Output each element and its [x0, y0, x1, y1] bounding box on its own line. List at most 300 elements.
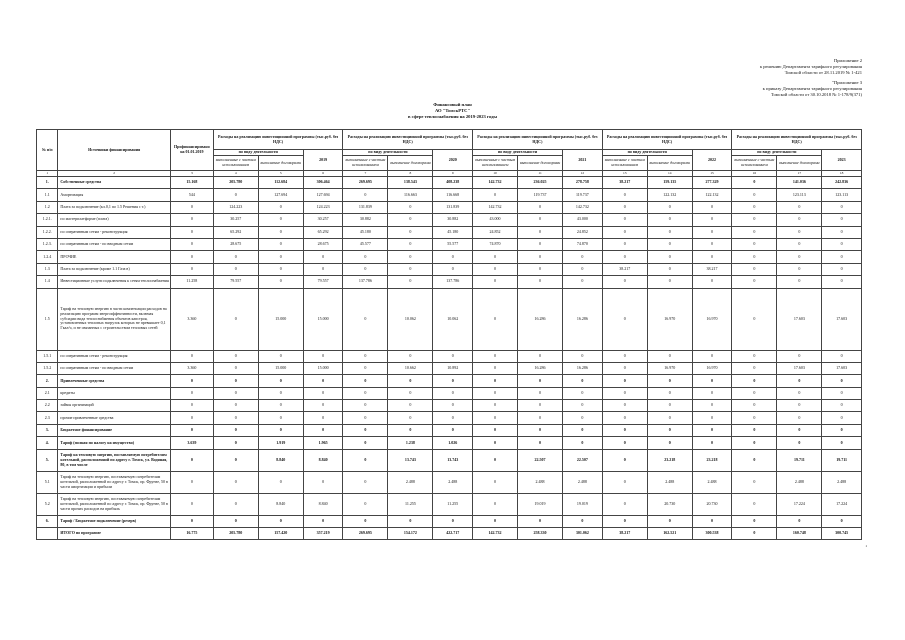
value-cell: 123.113 — [777, 189, 822, 201]
value-cell: 0 — [647, 375, 692, 387]
value-cell: 124.223 — [213, 201, 258, 213]
value-cell: 0 — [518, 375, 563, 387]
value-cell: 45.180 — [433, 226, 473, 238]
value-cell: 0 — [518, 424, 563, 436]
value-cell: 142.732 — [473, 177, 518, 189]
row-number: 1.2.4 — [37, 251, 58, 263]
row-number: 3. — [37, 424, 58, 436]
value-cell: 0 — [777, 238, 822, 250]
table-row — [37, 449, 862, 471]
value-cell: 0 — [647, 400, 692, 412]
value-cell: 112.684 — [258, 177, 303, 189]
value-cell: 0 — [213, 437, 258, 449]
value-cell: 16.970 — [647, 362, 692, 374]
value-cell: 28.675 — [213, 238, 258, 250]
value-cell: 17.603 — [822, 362, 862, 374]
value-cell: 0 — [473, 400, 518, 412]
value-cell: 0 — [213, 288, 258, 350]
value-cell: 0 — [647, 226, 692, 238]
row-label: по оперативным сетям - по вводным сетям — [58, 362, 171, 374]
value-cell: 306.464 — [303, 177, 343, 189]
value-cell: 1.965 — [303, 437, 343, 449]
value-cell: 269.695 — [343, 177, 388, 189]
value-cell: 13.743 — [433, 449, 473, 471]
value-cell: 0 — [433, 375, 473, 387]
value-cell: 0 — [602, 424, 647, 436]
row-number: 5.2 — [37, 493, 58, 515]
value-cell: 0 — [732, 350, 777, 362]
value-cell: 0 — [213, 251, 258, 263]
row-number: 1.1 — [37, 189, 58, 201]
value-cell: 0 — [692, 400, 732, 412]
row-label: Инвестиционные услуги подключения к сетям теплоснабжения — [58, 276, 171, 288]
value-cell: 119.737 — [563, 189, 603, 201]
value-cell: 0 — [732, 214, 777, 226]
row-label: Тариф на тепловую энергию, поставляемую потребителям котельной, расположенной по адресу г. Томск, пр. Фрунзе, 50 в части амортизации и прибыли — [58, 471, 171, 493]
value-cell: 0 — [433, 350, 473, 362]
index-cell: 8 — [388, 171, 433, 177]
value-cell: 0 — [777, 424, 822, 436]
value-cell: 131.839 — [343, 201, 388, 213]
value-cell: 0 — [170, 493, 213, 515]
index-cell: 2 — [58, 171, 171, 177]
row-label: Тариф на тепловую энергию, поставляемую потребителям котельной, расположенной по адресу г. Томск, ул. Водяная, 80, в том числе — [58, 449, 171, 471]
row-number: 1.2 — [37, 201, 58, 213]
value-cell: 0 — [602, 493, 647, 515]
value-cell: 0 — [822, 387, 862, 399]
value-cell: 10.892 — [433, 362, 473, 374]
value-cell: 15.000 — [258, 362, 303, 374]
value-cell: 2.488 — [388, 471, 433, 493]
row-number: 1. — [37, 177, 58, 189]
value-cell: 0 — [343, 400, 388, 412]
value-cell: 43.000 — [563, 214, 603, 226]
value-cell: 0 — [732, 263, 777, 275]
value-cell: 0 — [388, 238, 433, 250]
value-cell: 160.748 — [777, 528, 822, 540]
value-cell: 2.488 — [518, 471, 563, 493]
row-label: Плата за подключение (кл.0,1 по 1.5 Решения с т.) — [58, 201, 171, 213]
value-cell: 258.330 — [518, 528, 563, 540]
value-cell: 20.730 — [647, 493, 692, 515]
value-cell: 127.694 — [258, 189, 303, 201]
value-cell: 0 — [602, 449, 647, 471]
table-row — [37, 515, 862, 527]
value-cell: 269.695 — [343, 528, 388, 540]
row-number: 2.1 — [37, 387, 58, 399]
row-number: 2.2 — [37, 400, 58, 412]
value-cell: 0 — [647, 238, 692, 250]
value-cell: 0 — [563, 515, 603, 527]
value-cell: 0 — [213, 362, 258, 374]
value-cell: 0 — [473, 515, 518, 527]
value-cell: 23.218 — [647, 449, 692, 471]
table-row — [37, 471, 862, 493]
value-cell: 0 — [732, 400, 777, 412]
value-cell: 0 — [343, 251, 388, 263]
index-cell: 15 — [692, 171, 732, 177]
value-cell: 0 — [732, 515, 777, 527]
value-cell: 300.538 — [692, 528, 732, 540]
value-cell: 16.286 — [518, 362, 563, 374]
value-cell: 0 — [213, 350, 258, 362]
value-cell: 0 — [732, 528, 777, 540]
row-label: Амортизация — [58, 189, 171, 201]
value-cell: 0 — [258, 515, 303, 527]
row-label: Плата за подключение (кроме 1.1 Газа в) — [58, 263, 171, 275]
value-cell: 1.238 — [388, 437, 433, 449]
value-cell: 0 — [777, 375, 822, 387]
value-cell: 0 — [473, 493, 518, 515]
value-cell: 0 — [388, 375, 433, 387]
value-cell: 0 — [777, 412, 822, 424]
value-cell: 0 — [170, 263, 213, 275]
value-cell: 0 — [822, 201, 862, 213]
value-cell: 0 — [213, 493, 258, 515]
index-cell: 16 — [732, 171, 777, 177]
value-cell: 0 — [473, 251, 518, 263]
value-cell: 0 — [692, 238, 732, 250]
value-cell: 124.223 — [303, 201, 343, 213]
value-cell: 242.836 — [822, 177, 862, 189]
value-cell: 0 — [692, 214, 732, 226]
value-cell: 0 — [343, 375, 388, 387]
value-cell: 0 — [433, 424, 473, 436]
value-cell: 38.217 — [602, 528, 647, 540]
index-cell: 12 — [563, 171, 603, 177]
value-cell: 277.329 — [692, 177, 732, 189]
value-cell: 0 — [473, 412, 518, 424]
value-cell: 0 — [343, 288, 388, 350]
value-cell: 0 — [732, 288, 777, 350]
value-cell: 38.217 — [602, 177, 647, 189]
value-cell: 74.870 — [563, 238, 603, 250]
value-cell: 0 — [170, 424, 213, 436]
value-cell: 15.000 — [303, 288, 343, 350]
value-cell: 0 — [170, 201, 213, 213]
value-cell: 0 — [647, 214, 692, 226]
value-cell: 0 — [563, 424, 603, 436]
value-cell: 0 — [777, 276, 822, 288]
value-cell: 0 — [602, 226, 647, 238]
value-cell: 17.224 — [822, 493, 862, 515]
value-cell: 0 — [258, 400, 303, 412]
value-cell: 0 — [258, 214, 303, 226]
value-cell: 0 — [213, 449, 258, 471]
value-cell: 142.732 — [563, 201, 603, 213]
value-cell: 15.000 — [258, 288, 303, 350]
value-cell: 0 — [433, 251, 473, 263]
row-number: 2.3 — [37, 412, 58, 424]
row-label: Собственные средства — [58, 177, 171, 189]
value-cell: 16.970 — [647, 288, 692, 350]
value-cell: 24.852 — [563, 226, 603, 238]
value-cell: 0 — [777, 263, 822, 275]
value-cell: 0 — [602, 288, 647, 350]
value-cell: 0 — [433, 412, 473, 424]
value-cell: 10.062 — [388, 288, 433, 350]
value-cell: 30.257 — [213, 214, 258, 226]
value-cell: 0 — [170, 412, 213, 424]
value-cell: 0 — [732, 238, 777, 250]
sub-header-a: выполненные с частым использованием — [732, 156, 777, 171]
value-cell: 3.360 — [170, 288, 213, 350]
page-number: 1 — [865, 544, 867, 548]
value-cell: 0 — [170, 375, 213, 387]
value-cell: 0 — [433, 400, 473, 412]
value-cell: 0 — [518, 263, 563, 275]
value-cell: 0 — [303, 387, 343, 399]
sub-header-a: выполненные с частым использованием — [473, 156, 518, 171]
value-cell: 0 — [343, 493, 388, 515]
value-cell: 122.132 — [647, 189, 692, 201]
value-cell: 0 — [732, 201, 777, 213]
value-cell: 0 — [258, 263, 303, 275]
value-cell: 0 — [602, 276, 647, 288]
value-cell: 0 — [602, 189, 647, 201]
value-cell: 0 — [692, 226, 732, 238]
value-cell: 2.488 — [563, 471, 603, 493]
value-cell: 0 — [732, 276, 777, 288]
value-cell: 19.711 — [777, 449, 822, 471]
value-cell: 30.882 — [433, 214, 473, 226]
value-cell: 0 — [732, 251, 777, 263]
value-cell: 8.840 — [258, 493, 303, 515]
value-cell: 0 — [777, 226, 822, 238]
value-cell: 236.025 — [518, 177, 563, 189]
value-cell: 0 — [692, 251, 732, 263]
value-cell: 0 — [602, 515, 647, 527]
value-cell: 0 — [433, 263, 473, 275]
value-cell: 79.557 — [303, 276, 343, 288]
value-cell: 38.217 — [692, 263, 732, 275]
value-cell: 8.840 — [303, 493, 343, 515]
value-cell: 16.286 — [563, 288, 603, 350]
value-cell: 13.743 — [388, 449, 433, 471]
row-label: по оперативным сетям - реконструкция — [58, 350, 171, 362]
value-cell: 16.775 — [170, 528, 213, 540]
value-cell: 127.694 — [303, 189, 343, 201]
value-cell: 0 — [343, 449, 388, 471]
value-cell: 0 — [822, 400, 862, 412]
value-cell: 0 — [602, 201, 647, 213]
value-cell: 0 — [433, 515, 473, 527]
finance-plan-table — [36, 129, 862, 540]
row-number: 1.5.2 — [37, 362, 58, 374]
value-cell: 0 — [647, 437, 692, 449]
value-cell: 278.758 — [563, 177, 603, 189]
value-cell: 0 — [602, 400, 647, 412]
value-cell: 11.258 — [170, 276, 213, 288]
value-cell: 16.286 — [563, 362, 603, 374]
value-cell: 16.970 — [692, 288, 732, 350]
table-row — [37, 375, 862, 387]
row-label: по оперативным сетям - по вводным сетям — [58, 238, 171, 250]
value-cell: 0 — [343, 362, 388, 374]
value-cell: 0 — [563, 350, 603, 362]
value-cell: 65.292 — [303, 226, 343, 238]
value-cell: 0 — [213, 387, 258, 399]
value-cell: 0 — [258, 238, 303, 250]
row-number: 6. — [37, 515, 58, 527]
value-cell: 205.780 — [213, 177, 258, 189]
value-cell: 0 — [170, 400, 213, 412]
value-cell: 17.603 — [822, 288, 862, 350]
row-label: Тариф на тепловую энергию в части компенсации расходов на реализацию программ энергоэффективности, включая субсидии вида теплоснабжения объектов капстроя, установленных тепловых нагрузок которых не превышает 0,1 Гкал/ч, и не связанных с строительством тепловых сетей — [58, 288, 171, 350]
value-cell: 0 — [388, 387, 433, 399]
value-cell: 0 — [822, 424, 862, 436]
value-cell: 19.019 — [518, 493, 563, 515]
col-source-header: Источники финансирования — [58, 130, 171, 171]
value-cell: 0 — [518, 238, 563, 250]
value-cell: 0 — [258, 201, 303, 213]
index-cell: 7 — [343, 171, 388, 177]
index-cell: 4 — [213, 171, 258, 177]
value-cell: 0 — [258, 387, 303, 399]
value-cell: 0 — [732, 412, 777, 424]
value-cell: 0 — [303, 350, 343, 362]
value-cell: 0 — [822, 515, 862, 527]
value-cell: 0 — [213, 412, 258, 424]
row-number: 1.2.3. — [37, 238, 58, 250]
value-cell: 0 — [647, 387, 692, 399]
value-cell: 205.780 — [213, 528, 258, 540]
value-cell: 0 — [473, 263, 518, 275]
value-cell: 0 — [563, 412, 603, 424]
row-number: 1.4 — [37, 276, 58, 288]
value-cell: 0 — [343, 424, 388, 436]
table-row — [37, 387, 862, 399]
value-cell: 0 — [473, 424, 518, 436]
value-cell: 408.238 — [433, 177, 473, 189]
value-cell: 65.292 — [213, 226, 258, 238]
value-cell: 43.000 — [473, 214, 518, 226]
table-row — [37, 177, 862, 189]
value-cell: 20.730 — [692, 493, 732, 515]
value-cell: 0 — [602, 387, 647, 399]
value-cell: 0 — [213, 375, 258, 387]
value-cell: 2.488 — [433, 471, 473, 493]
value-cell: 0 — [388, 251, 433, 263]
value-cell: 544 — [170, 189, 213, 201]
row-number: 1.2.2. — [37, 226, 58, 238]
value-cell: 0 — [303, 471, 343, 493]
value-cell: 0 — [822, 276, 862, 288]
value-cell: 0 — [518, 214, 563, 226]
value-cell: 162.521 — [647, 528, 692, 540]
by-activity-header: по виду деятельности — [343, 150, 433, 156]
group-header-2021: Расходы на реализацию инвестиционной программы (тыс.руб. без НДС) — [473, 130, 603, 150]
index-cell: 6 — [303, 171, 343, 177]
value-cell: 8.840 — [303, 449, 343, 471]
value-cell: 123.113 — [822, 189, 862, 201]
value-cell: 0 — [258, 412, 303, 424]
col-prefinance-header: Профинансировано на 01.01.2019 — [170, 130, 213, 171]
value-cell: 0 — [563, 251, 603, 263]
value-cell: 22.507 — [518, 449, 563, 471]
value-cell: 0 — [732, 226, 777, 238]
group-header-2023: Расходы на реализацию инвестиционной программы (тыс.руб. без НДС) — [732, 130, 862, 150]
row-number: 2. — [37, 375, 58, 387]
value-cell: 0 — [732, 387, 777, 399]
value-cell: 0 — [213, 515, 258, 527]
index-cell: 3 — [170, 171, 213, 177]
value-cell: 0 — [602, 471, 647, 493]
value-cell: 0 — [732, 424, 777, 436]
value-cell: 0 — [518, 412, 563, 424]
value-cell: 142.732 — [473, 528, 518, 540]
value-cell: 24.852 — [473, 226, 518, 238]
row-label: кредиты — [58, 387, 171, 399]
value-cell: 0 — [258, 375, 303, 387]
by-activity-header: по виду деятельности — [473, 150, 563, 156]
index-cell: 10 — [473, 171, 518, 177]
value-cell: 300.745 — [822, 528, 862, 540]
value-cell: 15.168 — [170, 177, 213, 189]
value-cell: 0 — [388, 226, 433, 238]
value-cell: 0 — [692, 375, 732, 387]
value-cell: 0 — [473, 437, 518, 449]
value-cell: 17.224 — [777, 493, 822, 515]
row-label: ИТОГО по программе — [58, 528, 171, 540]
table-row — [37, 528, 862, 540]
value-cell: 0 — [563, 263, 603, 275]
value-cell: 0 — [303, 263, 343, 275]
value-cell: 0 — [518, 276, 563, 288]
value-cell: 0 — [692, 412, 732, 424]
year-header: 2023 — [822, 150, 862, 171]
value-cell: 19.711 — [822, 449, 862, 471]
value-cell: 0 — [388, 515, 433, 527]
value-cell: 10.662 — [388, 362, 433, 374]
value-cell: 0 — [170, 226, 213, 238]
value-cell: 0 — [518, 387, 563, 399]
value-cell: 0 — [343, 189, 388, 201]
document-title: Финансовый план АО "ТомскРТС" в сфере теплоснабжения на 2019-2023 годы — [408, 102, 497, 119]
value-cell: 0 — [473, 375, 518, 387]
value-cell: 79.557 — [213, 276, 258, 288]
value-cell: 0 — [388, 350, 433, 362]
table-row — [37, 350, 862, 362]
value-cell: 357.219 — [303, 528, 343, 540]
value-cell: 0 — [433, 387, 473, 399]
value-cell: 0 — [647, 251, 692, 263]
value-cell: 0 — [213, 471, 258, 493]
value-cell: 23.218 — [692, 449, 732, 471]
group-header-2022: Расходы на реализацию инвестиционной программы (тыс.руб. без НДС) — [602, 130, 732, 150]
value-cell: 159.135 — [647, 177, 692, 189]
value-cell: 0 — [170, 387, 213, 399]
row-label: Тариф / Бюджетное подключение (резерв) — [58, 515, 171, 527]
annex-note-2: "Приложение 3 к приказу Департамента тарифного регулирования Томской области от 30.10.2018 № 1-178/9(371) — [762, 80, 862, 97]
value-cell: 0 — [692, 387, 732, 399]
value-cell: 0 — [343, 437, 388, 449]
value-cell: 0 — [518, 226, 563, 238]
value-cell: 0 — [822, 375, 862, 387]
value-cell: 116.668 — [433, 189, 473, 201]
value-cell: 0 — [258, 276, 303, 288]
sub-header-a: выполненные с частым использованием — [343, 156, 388, 171]
value-cell: 131.839 — [433, 201, 473, 213]
row-number: 1.5 — [37, 288, 58, 350]
row-label: прочие привлеченные средства — [58, 412, 171, 424]
value-cell: 0 — [213, 424, 258, 436]
row-number: 1.2.1. — [37, 214, 58, 226]
annex-note: Приложение 2 к решению Департамента тарифного регулирования Томской области от 28.11.2019 № 1-421 — [759, 58, 862, 75]
value-cell: 0 — [518, 515, 563, 527]
value-cell: 17.603 — [777, 362, 822, 374]
table-row — [37, 263, 862, 275]
